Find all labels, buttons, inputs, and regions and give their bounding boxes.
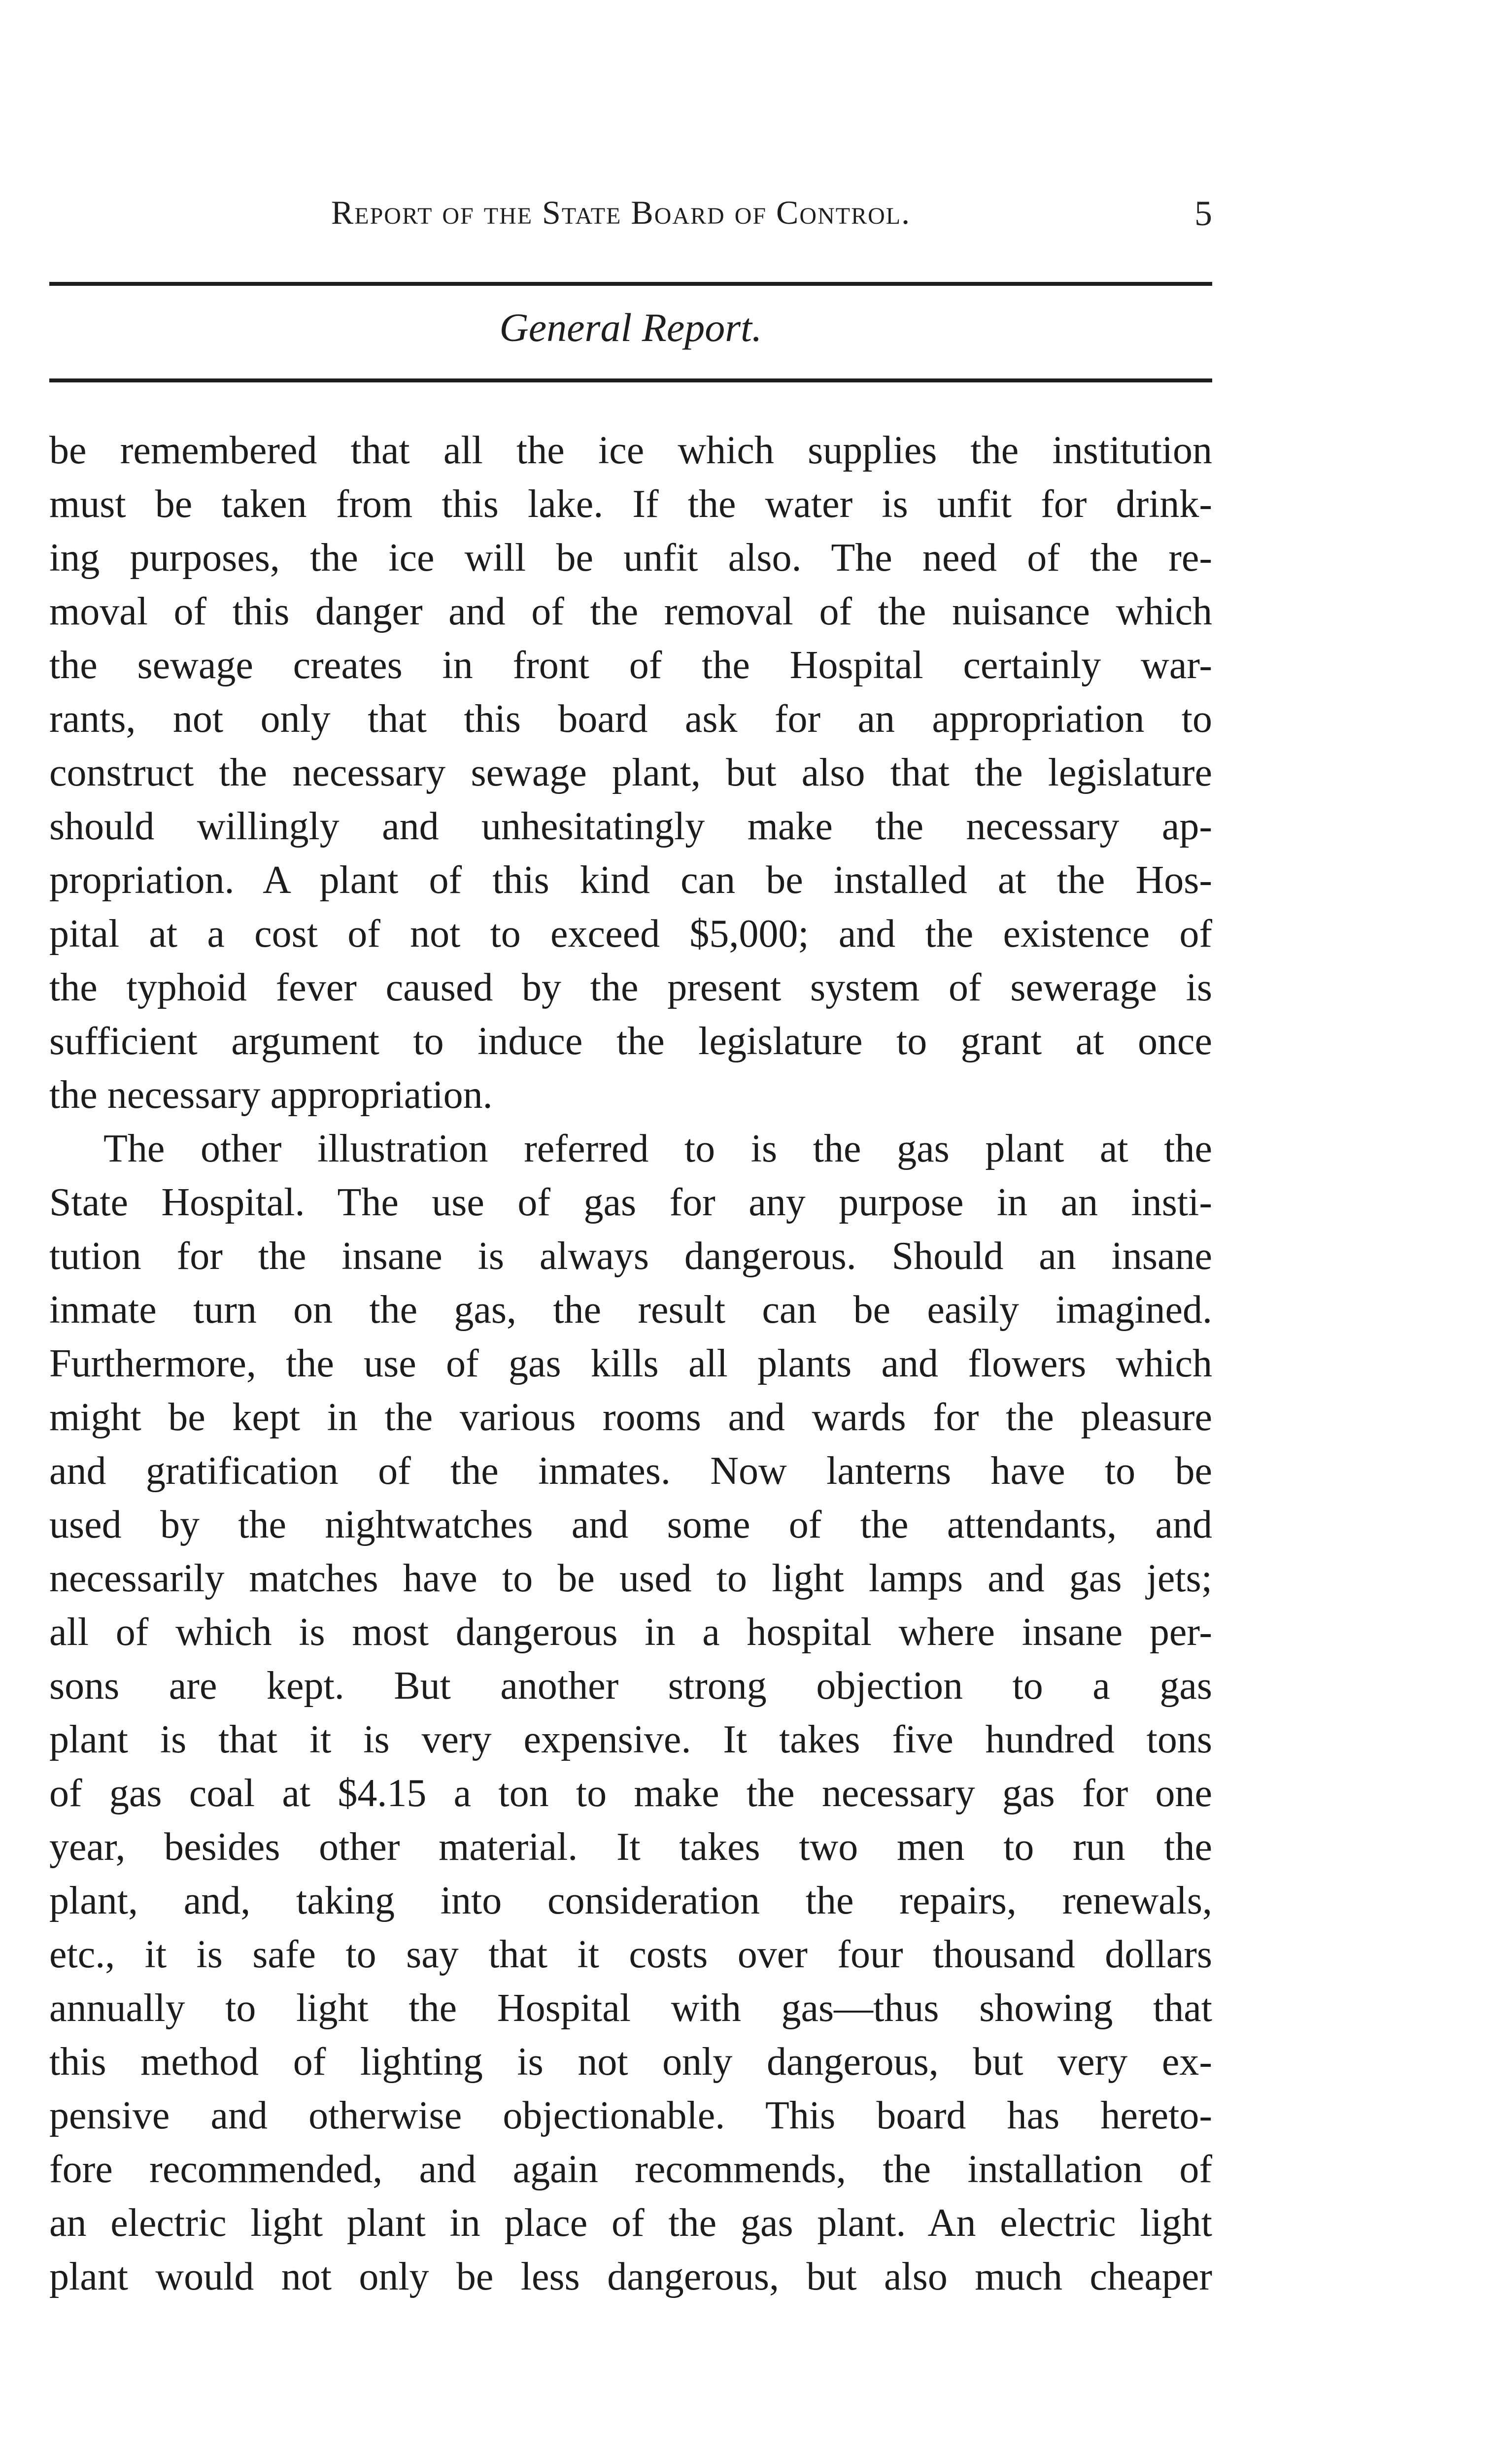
page-number: 5 [1194, 194, 1212, 233]
text-line: year, besides other material. It takes two men to run the [49, 1825, 1212, 1869]
text-line: ing purposes, the ice will be unfit also. The need of the re- [49, 536, 1212, 580]
text-line: fore recommended, and again recommends, the installation of [49, 2148, 1212, 2191]
text-line: should willingly and unhesitatingly make the necessary ap- [49, 805, 1212, 848]
text-line: Furthermore, the use of gas kills all plants and flowers which [49, 1342, 1212, 1385]
body-text [49, 424, 1212, 2304]
text-line: sons are kept. But another strong objection to a gas [49, 1664, 1212, 1708]
text-line: annually to light the Hospital with gas—thus showing that [49, 1986, 1212, 2030]
text-line: this method of lighting is not only dangerous, but very ex- [49, 2040, 1212, 2084]
text-line: plant, and, taking into consideration the repairs, renewals, [49, 1879, 1212, 1922]
header-rule-top [49, 282, 1212, 286]
text-line: necessarily matches have to be used to light lamps and gas jets; [49, 1557, 1212, 1600]
text-line: inmate turn on the gas, the result can be easily imagined. [49, 1288, 1212, 1332]
text-line: might be kept in the various rooms and wards for the pleasure [49, 1396, 1212, 1439]
text-line: used by the nightwatches and some of the attendants, and [49, 1503, 1212, 1546]
text-line: the typhoid fever caused by the present system of sewerage is [49, 966, 1212, 1009]
text-line: rants, not only that this board ask for an appropriation to [49, 697, 1212, 741]
text-line: plant is that it is very expensive. It takes five hundred tons [49, 1718, 1212, 1761]
text-line: must be taken from this lake. If the water is unfit for drink- [49, 482, 1212, 526]
header-rule-bottom [49, 378, 1212, 382]
text-line: propriation. A plant of this kind can be installed at the Hos- [49, 858, 1212, 902]
text-line: construct the necessary sewage plant, but also that the legislature [49, 751, 1212, 794]
text-line: State Hospital. The use of gas for any purpose in an insti- [49, 1181, 1212, 1224]
text-line: pital at a cost of not to exceed $5,000; and the existence of [49, 912, 1212, 956]
text-line: tution for the insane is always dangerous. Should an insane [49, 1234, 1212, 1278]
text-line: pensive and otherwise objectionable. This board has hereto- [49, 2094, 1212, 2137]
paragraph-start-line: The other illustration referred to is the gas plant at the [103, 1127, 1212, 1170]
text-line: moval of this danger and of the removal of the nuisance which [49, 590, 1212, 633]
section-title: General Report. [499, 305, 762, 350]
text-line: etc., it is safe to say that it costs over four thousand dollars [49, 1933, 1212, 1976]
text-line: be remembered that all the ice which supplies the institution [49, 429, 1212, 472]
text-line: of gas coal at $4.15 a ton to make the necessary gas for one [49, 1772, 1212, 1815]
paragraph-end-line: the necessary appropriation. [49, 1073, 493, 1117]
text-line: an electric light plant in place of the gas plant. An electric light [49, 2201, 1212, 2245]
text-line: and gratification of the inmates. Now lanterns have to be [49, 1449, 1212, 1493]
text-line: the sewage creates in front of the Hospital certainly war- [49, 644, 1212, 687]
text-line: plant would not only be less dangerous, but also much cheaper [49, 2255, 1212, 2298]
text-line: all of which is most dangerous in a hospital where insane per- [49, 1610, 1212, 1654]
running-title: Report of the State Board of Control. [331, 194, 911, 231]
text-line: sufficient argument to induce the legislature to grant at once [49, 1020, 1212, 1063]
